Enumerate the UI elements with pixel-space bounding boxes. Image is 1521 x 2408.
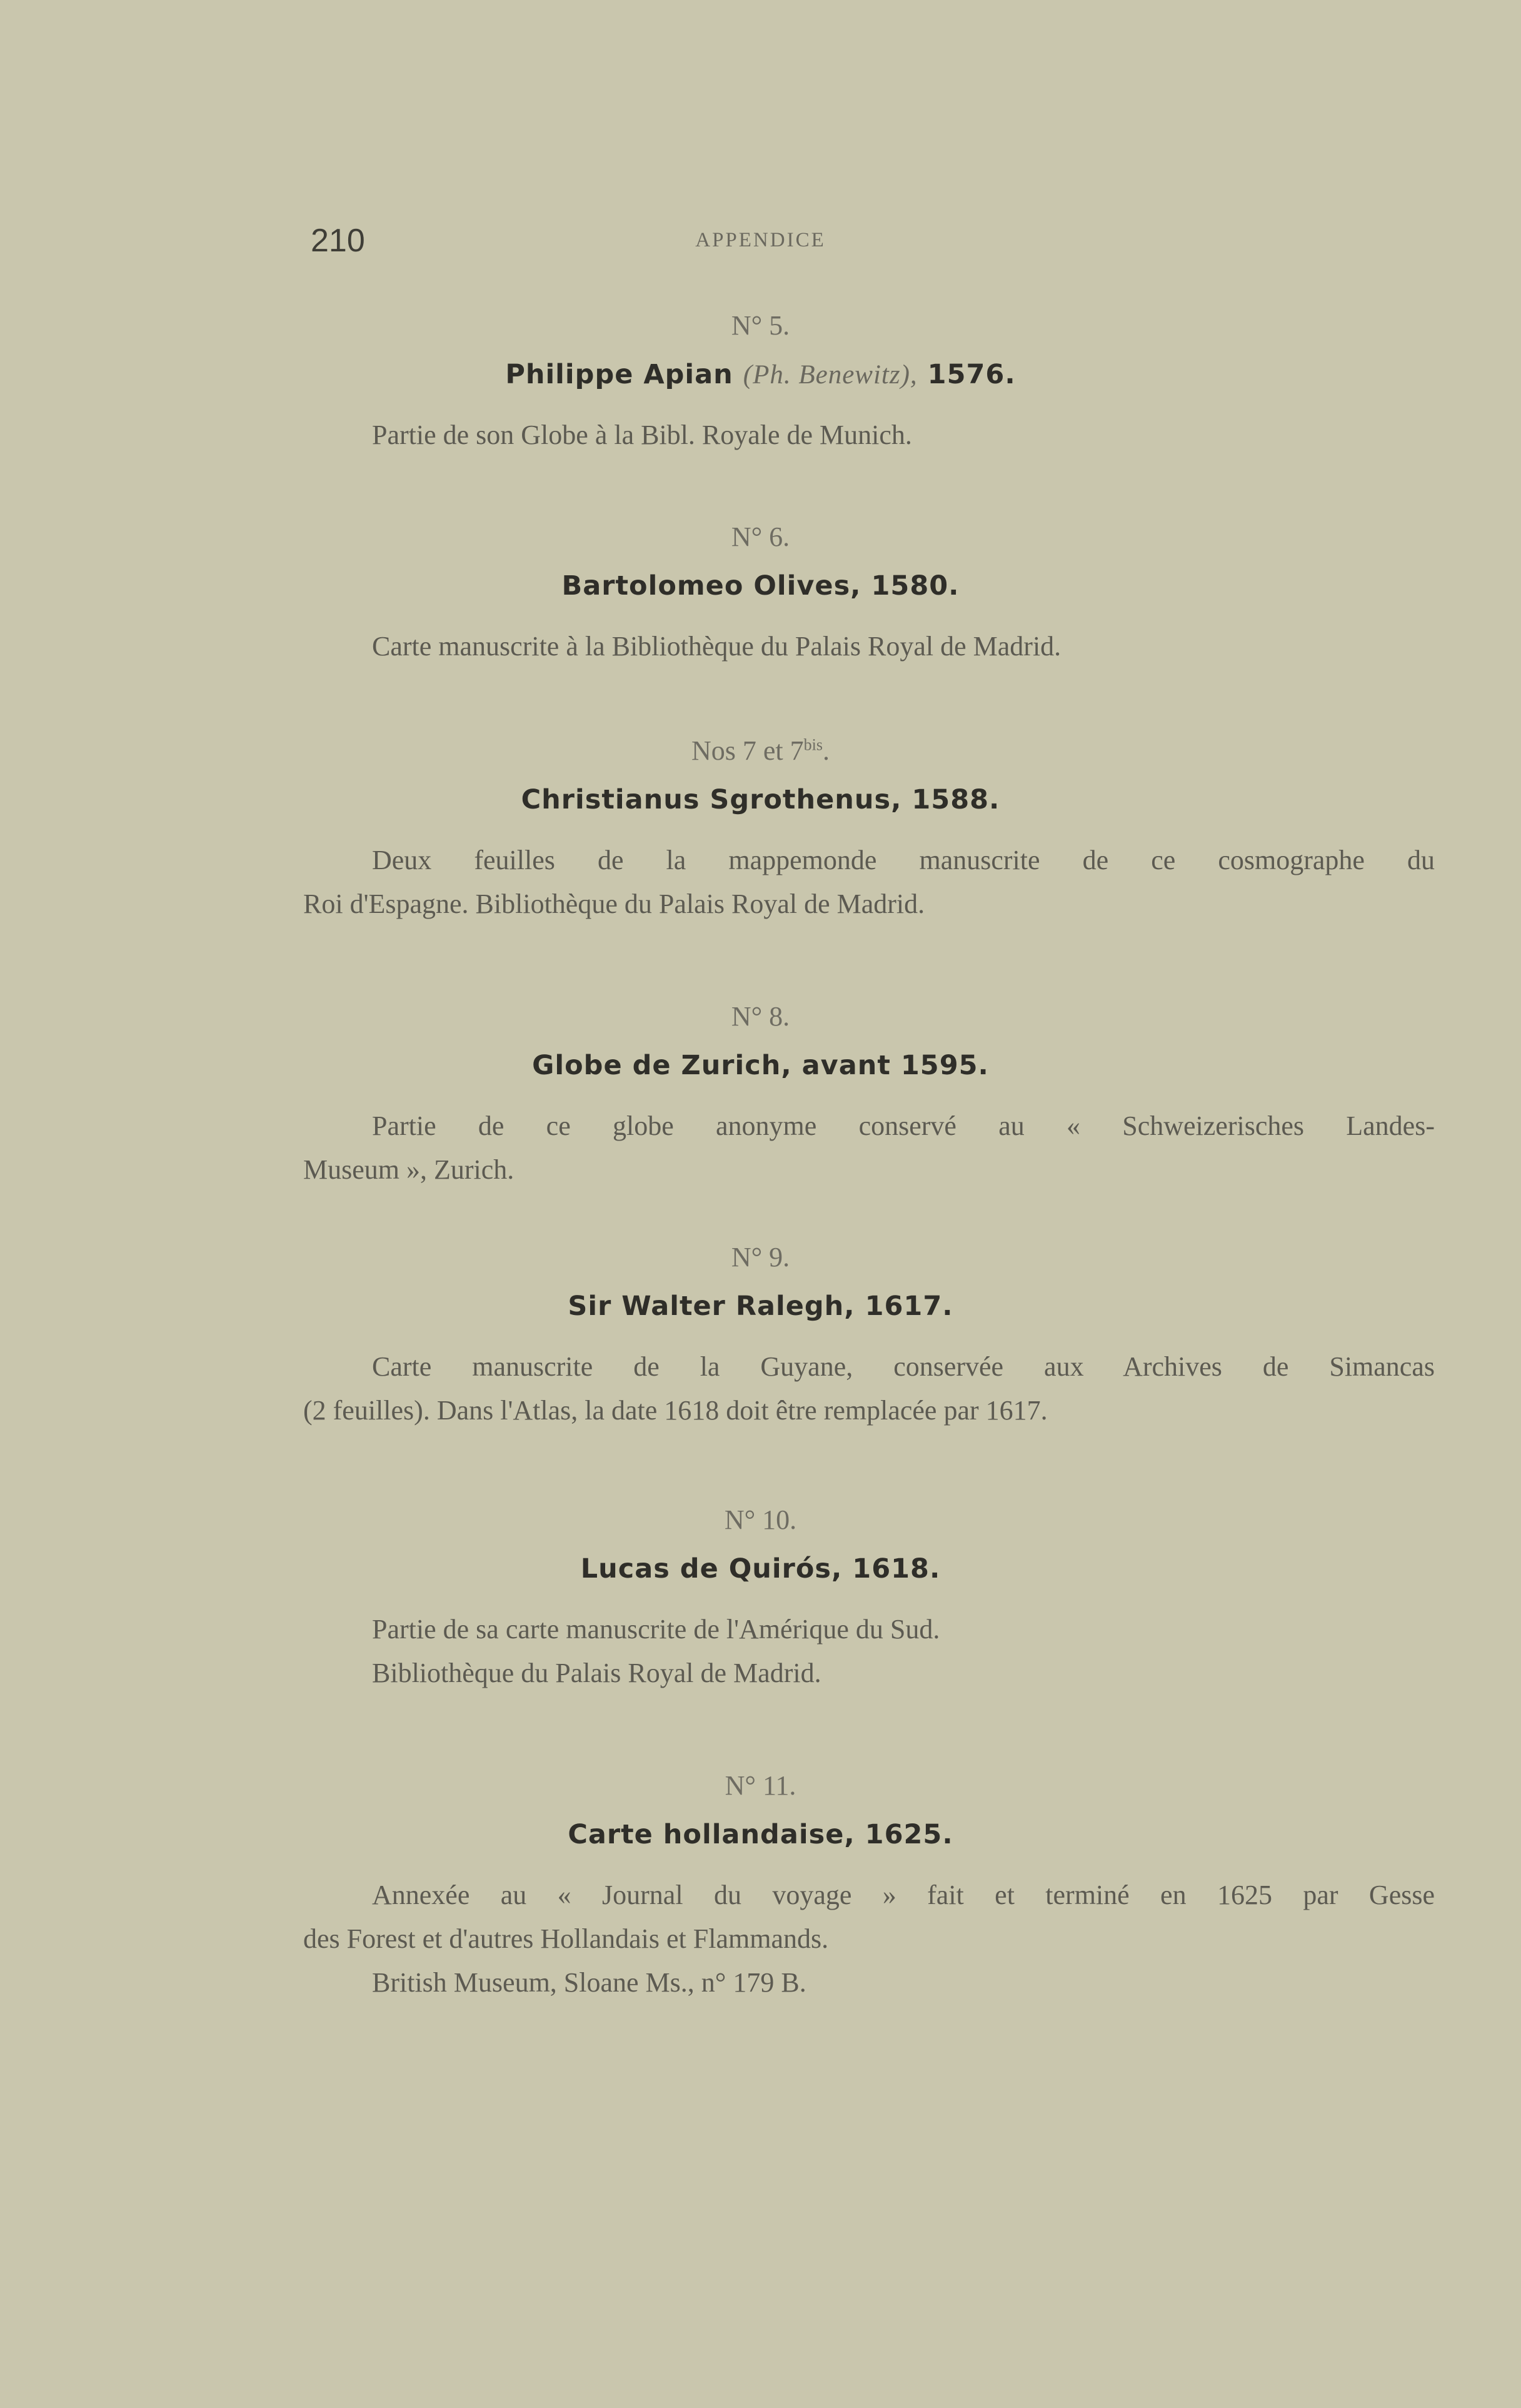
entry-heading: Carte hollandaise, 1625. bbox=[568, 1819, 953, 1850]
page-number: 210 bbox=[311, 223, 365, 259]
heading-year: 1576. bbox=[927, 359, 1016, 390]
entry-text: (2 feuilles). Dans l'Atlas, la date 1618 doit être remplacée par 1617. bbox=[303, 1395, 1048, 1426]
entry-text: Partie de sa carte manuscrite de l'Amérique du Sud. bbox=[372, 1614, 940, 1645]
entry-11 bbox=[0, 1770, 1521, 2009]
entry-text: Partie de son Globe à la Bibl. Royale de Munich. bbox=[372, 420, 912, 450]
entry-9 bbox=[0, 1241, 1521, 1437]
entry-5 bbox=[0, 310, 1521, 461]
entry-heading bbox=[0, 359, 1521, 390]
entry-text: Partie de ce globe anonyme conservé au « Schweizerisches Landes- bbox=[372, 1111, 1435, 1141]
entry-number bbox=[0, 735, 1521, 767]
entry-text: Bibliothèque du Palais Royal de Madrid. bbox=[372, 1658, 821, 1688]
entry-text: Carte manuscrite à la Bibliothèque du Palais Royal de Madrid. bbox=[372, 631, 1062, 662]
entry-text: Annexée au « Journal du voyage » fait et terminé en 1625 par Gesse bbox=[372, 1880, 1435, 1910]
entry-text: Museum », Zurich. bbox=[303, 1154, 515, 1185]
running-title: APPENDICE bbox=[695, 229, 826, 251]
entry-10 bbox=[0, 1504, 1521, 1700]
entry-number-main: Nos 7 et 7 bbox=[691, 735, 804, 766]
entry-6 bbox=[0, 521, 1521, 673]
entry-number: N° 9. bbox=[731, 1242, 790, 1272]
entry-text: des Forest et d'autres Hollandais et Flammands. bbox=[303, 1923, 829, 1954]
entry-heading: Christianus Sgrothenus, 1588. bbox=[521, 784, 1000, 815]
entry-heading: Lucas de Quirós, 1618. bbox=[580, 1553, 941, 1584]
entry-heading: Sir Walter Ralegh, 1617. bbox=[568, 1291, 953, 1322]
entry-heading: Bartolomeo Olives, 1580. bbox=[561, 570, 960, 602]
entry-8 bbox=[0, 1000, 1521, 1196]
entry-7 bbox=[0, 735, 1521, 930]
entry-number-sup: bis bbox=[803, 735, 823, 754]
entry-number: N° 6. bbox=[731, 521, 790, 552]
entry-text: Deux feuilles de la mappemonde manuscrite de ce cosmographe du bbox=[372, 845, 1435, 875]
entry-number-end: . bbox=[823, 735, 830, 766]
heading-name: Philippe Apian bbox=[505, 359, 733, 390]
entry-number: N° 11. bbox=[725, 1770, 796, 1801]
entry-number: N° 5. bbox=[731, 310, 790, 341]
heading-italic: (Ph. Benewitz), bbox=[743, 360, 918, 390]
entry-text: British Museum, Sloane Ms., n° 179 B. bbox=[372, 1967, 806, 1998]
entry-number: N° 8. bbox=[731, 1001, 790, 1032]
entry-text: Carte manuscrite de la Guyane, conservée aux Archives de Simancas bbox=[372, 1351, 1435, 1382]
entry-heading: Globe de Zurich, avant 1595. bbox=[532, 1050, 989, 1081]
entry-text: Roi d'Espagne. Bibliothèque du Palais Royal de Madrid. bbox=[303, 889, 925, 919]
entry-number: N° 10. bbox=[724, 1504, 797, 1535]
